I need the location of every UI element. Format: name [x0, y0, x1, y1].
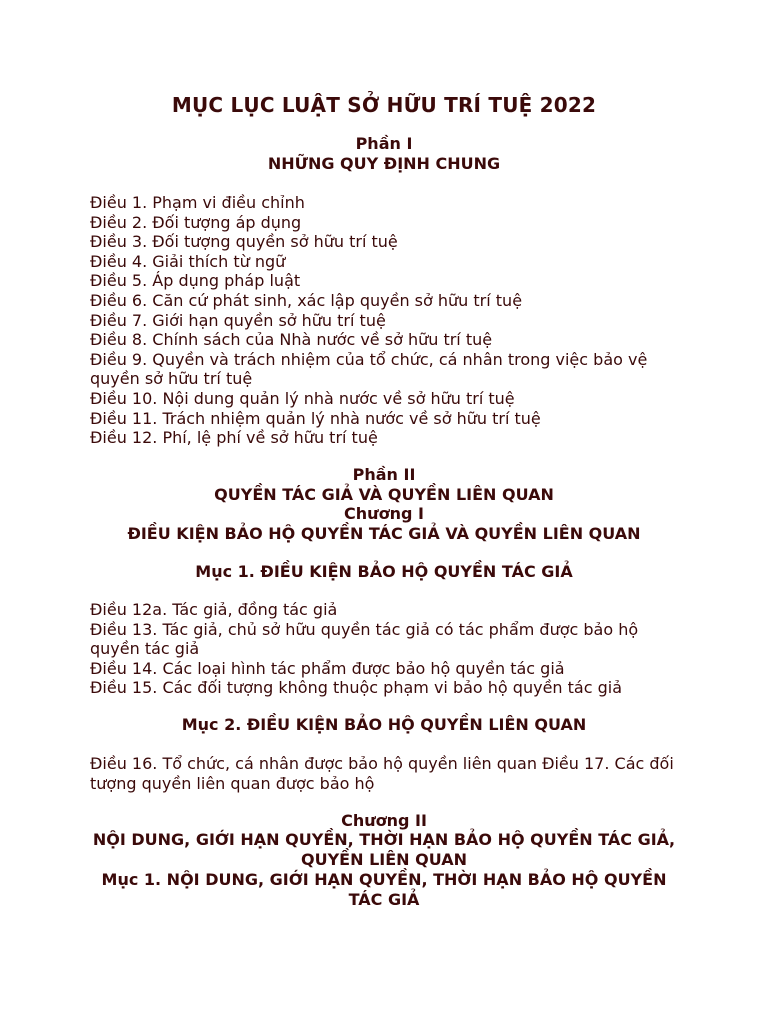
part-1-heading: NHỮNG QUY ĐỊNH CHUNG	[267, 154, 501, 173]
list-item: Điều 1. Phạm vi điều chỉnh	[90, 193, 305, 212]
list-item: Điều 12. Phí, lệ phí về sở hữu trí tuệ	[90, 428, 378, 448]
list-item: Điều 10. Nội dung quản lý nhà nước về sở hữu trí tuệ	[90, 388, 515, 408]
chapter-1-label: Chương I	[344, 504, 424, 523]
document-title: MỤC LỤC LUẬT SỞ HỮU TRÍ TUỆ 2022	[171, 93, 597, 117]
list-item: Điều 7. Giới hạn quyền sở hữu trí tuệ	[90, 310, 386, 330]
chapter-1-heading: ĐIỀU KIỆN BẢO HỘ QUYỀN TÁC GIẢ VÀ QUYỀN LIÊN QUAN	[127, 524, 641, 543]
list-item: Điều 6. Căn cứ phát sinh, xác lập quyền sở hữu trí tuệ	[90, 290, 523, 310]
section-2-heading: Mục 2. ĐIỀU KIỆN BẢO HỘ QUYỀN LIÊN QUAN	[181, 715, 587, 734]
list-item: Điều 4. Giải thích từ ngữ	[90, 251, 286, 271]
section-1-heading: Mục 1. ĐIỀU KIỆN BẢO HỘ QUYỀN TÁC GIẢ	[195, 562, 573, 581]
list-item: Điều 11. Trách nhiệm quản lý nhà nước về sở hữu trí tuệ	[90, 408, 541, 428]
list-item: Điều 8. Chính sách của Nhà nước về sở hữu trí tuệ	[90, 330, 493, 350]
chapter-2-heading: NỘI DUNG, GIỚI HẠN QUYỀN, THỜI HẠN BẢO HỘ QUYỀN TÁC GIẢ, QUYỀN LIÊN QUAN	[92, 830, 676, 869]
list-item: Điều 14. Các loại hình tác phẩm được bảo hộ quyền tác giả	[90, 658, 565, 678]
section-2-text: Điều 16. Tổ chức, cá nhân được bảo hộ quyền liên quan Điều 17. Các đối tượng quyền liên quan được bảo hộ	[90, 754, 674, 793]
list-item: Điều 12a. Tác giả, đồng tác giả	[90, 600, 338, 619]
list-item: Điều 3. Đối tượng quyền sở hữu trí tuệ	[90, 232, 398, 252]
list-item: Điều 5. Áp dụng pháp luật	[90, 271, 301, 291]
part-1-label: Phần I	[355, 134, 413, 153]
section-1-article-list	[90, 600, 680, 698]
part-1-article-list	[90, 193, 680, 448]
list-item: Điều 2. Đối tượng áp dụng	[90, 212, 302, 232]
list-item: Điều 15. Các đối tượng không thuộc phạm vi bảo hộ quyền tác giả	[90, 678, 622, 698]
chapter-2-section-1-heading: Mục 1. NỘI DUNG, GIỚI HẠN QUYỀN, THỜI HẠN BẢO HỘ QUYỀN TÁC GIẢ	[101, 870, 667, 909]
part-2-heading: QUYỀN TÁC GIẢ VÀ QUYỀN LIÊN QUAN	[214, 485, 554, 504]
part-2-label: Phần II	[352, 465, 416, 484]
chapter-2-label: Chương II	[341, 811, 427, 830]
list-item: Điều 13. Tác giả, chủ sở hữu quyền tác giả có tác phẩm được bảo hộ quyền tác giả	[90, 619, 639, 659]
list-item: Điều 9. Quyền và trách nhiệm của tổ chức, cá nhân trong việc bảo vệ quyền sở hữu trí tuệ	[90, 349, 648, 389]
